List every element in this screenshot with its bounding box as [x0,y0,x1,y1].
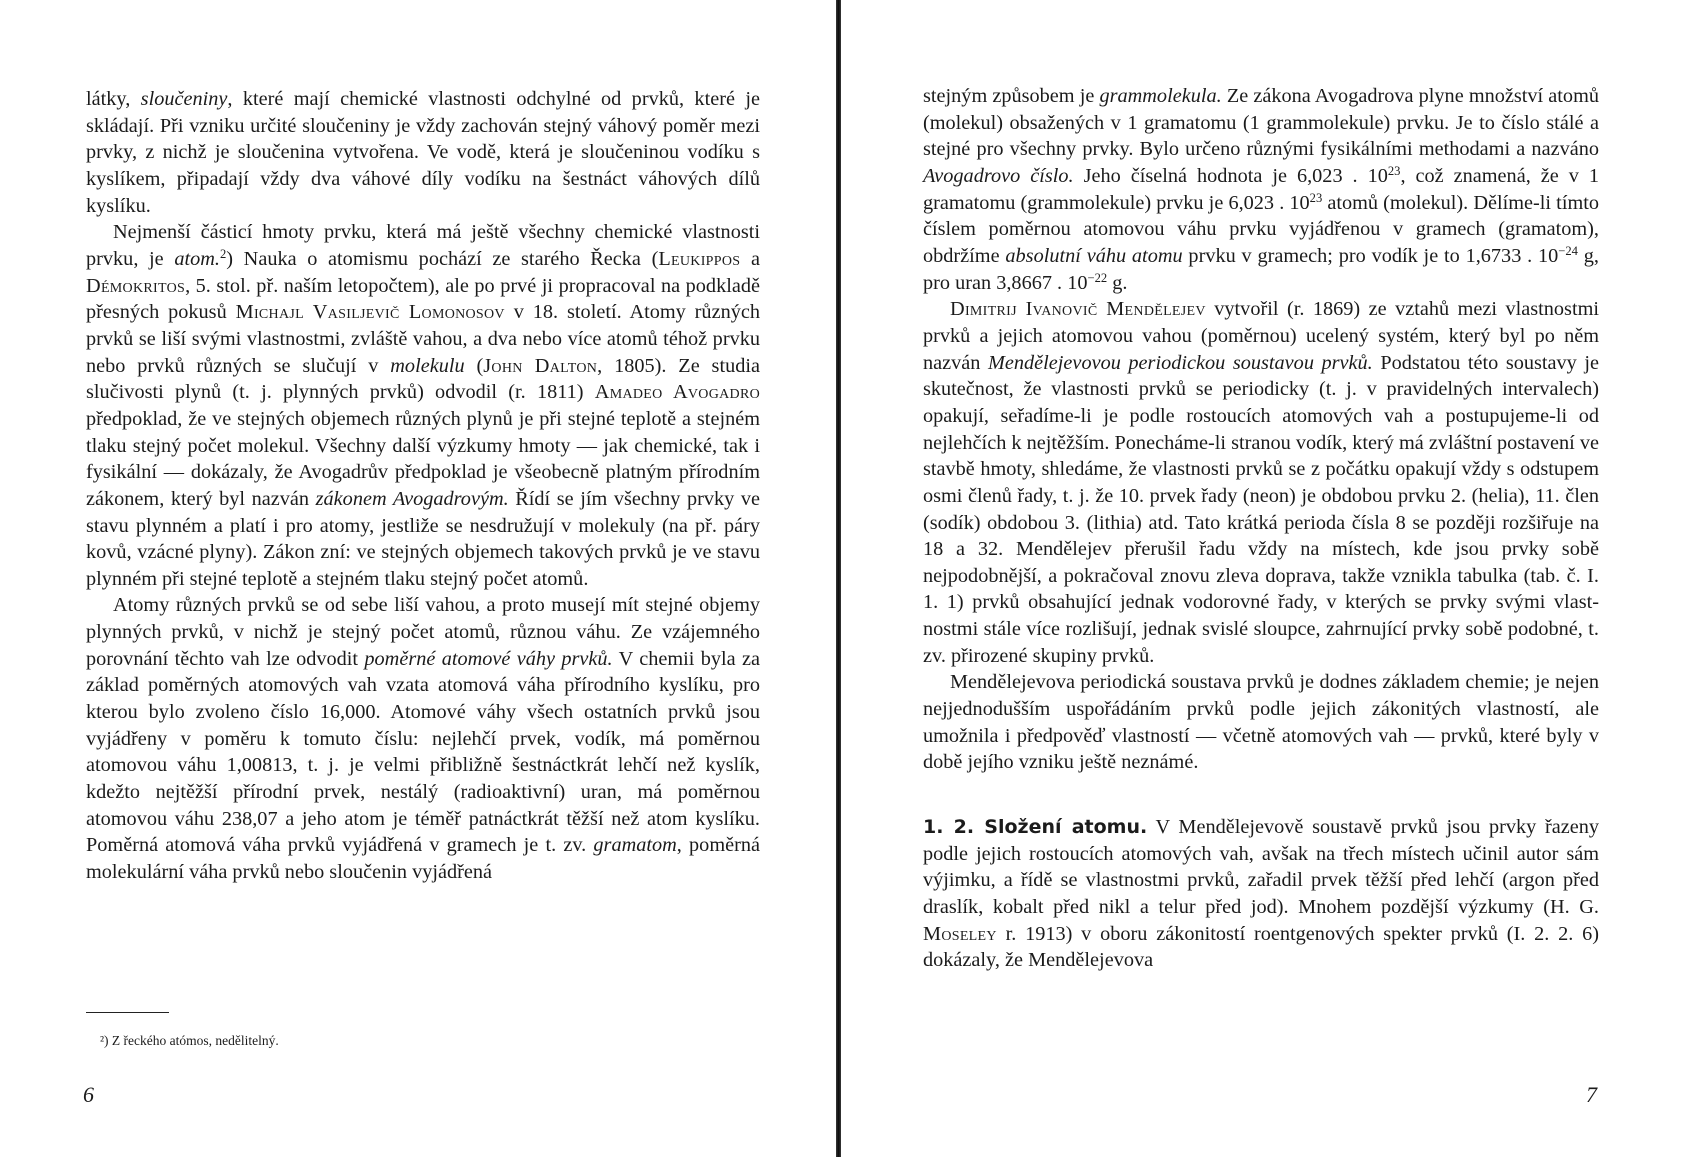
footnote-reference[interactable]: 2 [219,247,227,262]
paragraph: stejným způsobem je grammolekula. Ze zákona Avogadrova plyne množství atomů (molekul) obsažených v 1 gramatomu (1 grammolekule) prvku. Je to číslo stálé a stejné pro všechny prvky. Bylo určeno různými fysikálními methodami a nazváno Avogadrovo číslo. Jeho číselná hodnota je 6,023 . $10^{23}$, což znamená, že v 1 gramatomu (grammolekule) prvku je 6,023 . $10^{23}$ atomů (molekul). Dělíme-li tímto číslem poměrnou atomovou váhu prvku vyjádřenou v gramech (gramatom), obdržíme absolutní váhu atomu prvku v gramech; pro vodík je to 1,6733 . $10^{-24}$ g, pro uran 3,8667 . $10^{-22}$ g. [923,85,1600,294]
paragraph: látky, sloučeniny, které mají chemické vlastnosti odchylné od prvků, které je skládají. Při vzniku určité sloučeniny je vždy zachován stejný váhový poměr mezi prvky, z nichž je sloučenina vytvořena. Ve vodě, která je sloučeninou vodíku s kyslíkem, připadají vždy dva váhové díly vodíku na šestnáct váhových dílů kyslíku. [86,88,760,217]
right-page [843,0,1695,1157]
page-number: 7 [1586,1082,1597,1107]
left-page-text [86,86,760,886]
section-paragraph: 1. 2. Složení atomu. V Mendělejevově soustavě prvků jsou prvky řazeny podle jejich rostoucích atomových vah, avšak na třech místech učinil autor sám výjimku, a řídě se vlastnostmi prvků, zařadil prvek těžší před lehčí (argon před draslík, kobalt před nikl a telur před jod). Mnohem pozdější výzkumy (H. G. Moseley r. 1913) v oboru zákonitostí roentgenových spekter prvků (I. 2. 2. 6) dokázaly, že Mendělejevova [923,816,1600,972]
page-number: 6 [83,1082,94,1107]
section-heading: 1. 2. Složení atomu. [923,816,1148,839]
paragraph: Atomy různých prvků se od sebe liší vahou, a proto musejí mít stejné objemy plynných prvků, v nichž je stejný počet atomů, různou váhu. Ze vzájemného porovnání těchto vah lze odvodit poměrné atomové váhy prvků. V chemii byla za základ poměrných atomových vah vzata atomová váha přírodního kyslíku, pro kterou bylo zvoleno číslo 16,000. Atomové váhy všech ostatních prvků jsou vyjádřeny v poměru k tomuto číslu: nejlehčí prvek, vodík, má poměrnou atomovou váhu 1,00813, t. j. je velmi přibližně šestnáctkrát lehčí než kyslík, kdežto nejtěžší přírodní prvek, nestálý (radioaktivní) uran, má poměrnou atomovou váhu 238,07 a jeho atom je téměř patnáctkrát těžší než atom kyslíku. Poměrná atomová váha prvků vyjádřená v gramech je t. zv. gramatom, poměrná molekulární váha prvků nebo sloučenin vyjádřená [86,594,761,884]
paragraph: Mendělejevova periodická soustava prvků je dodnes základem chemie; je nejen nejjednodušším uspořádáním prvků podle jejich zákonitých vlastností, ale umožnila i předpověď vlastností — včetně atomových vah — prvků, které byly v době jejího vzniku ještě neznámé. [923,671,1599,774]
footnote-marker: ²) [100,1033,109,1048]
footnote [100,1032,279,1050]
book-spine [836,0,841,1157]
right-page-text [923,83,1599,974]
left-page [0,0,838,1157]
paragraph: Nejmenší částicí hmoty prvku, která má ještě všechny chemické vlastnosti prvku, je atom.$^2$) Nauka o atomismu pochází ze starého Řecka (Leukippos a Démokritos, 5. stol. př. naším letopočtem), ale po prvé ji propracoval na podkladě přesných pokusů Michajl Vasiljevič Lomonosov v 18. století. Atomy různých prvků se liší svými vlastnostmi, zvláště vahou, a dva nebo více atomů téhož prvku nebo prvků různých se slučují v molekulu (John Dalton, 1805). Ze studia slučivosti plynů (t. j. plynných prvků) odvodil (r. 1811) Amadeo Avogadro předpoklad, že ve stejných objemech různých plynů je při stejné teplotě a stejném tlaku stejný počet molekul. Všechny další výzkumy hmoty — jak chemické, tak i fysikální — dokázaly, že Avogadrův předpoklad je všeobecně platným přírodním zákonem, který byl nazván zákonem Avogadrovým. Řídí se jím všechny prvky ve stavu plynném a platí i pro atomy, jestliže se nesdružují v molekuly (na př. páry kovů, vzácné plyny). Zákon zní: ve stejných objemech takových prvků je ve stavu plynném při stejné teplotě a stejném tlaku stejný počet atomů. [86,221,760,590]
paragraph: Dimitrij Ivanovič Mendělejev vytvořil (r. 1869) ze vztahů mezi vlastnostmi prvků a jejich atomovou vahou (poměrnou) ucelený systém, který byl po něm nazván Mendělejevovou periodickou soustavou prvků. Podstatou této soustavy je skutečnost, že vlastnosti prvků se periodicky (t. j. v pravidelných intervalech) opakují, seřadíme-li je podle rostoucích atomových vah a postupujeme-li od nejlehčích k nejtěžším. Ponecháme-li stranou vodík, který má zvláštní postavení ve stavbě hmoty, shledáme, že vlastnosti prvků se z počátku opakují vždy s odstupem osmi členů řady, t. j. že 10. prvek řady (neon) je obdobou prvku 2. (helia), 11. člen (sodík) obdobou 3. (lithia) atd. Tato krátká perioda čísla 8 se později rozšiřuje na 18 a 32. Mendělejev přerušil řadu vždy na místech, kde jsou prvky sobě nejpodobnější, a pokračoval znovu zleva doprava, takže vznikla tabulka (tab. č. I. 1. 1) prvků obsahující jednak vodorovné řady, v kterých se prvky svými vlastnostmi stále více rozlišují, jednak svislé sloupce, zahrnující prvky sobě podobné, t. zv. přirozené skupiny prvků. [923,298,1599,667]
footnote-divider [86,1012,169,1013]
footnote-text: Z řeckého atómos, nedělitelný. [111,1033,279,1048]
